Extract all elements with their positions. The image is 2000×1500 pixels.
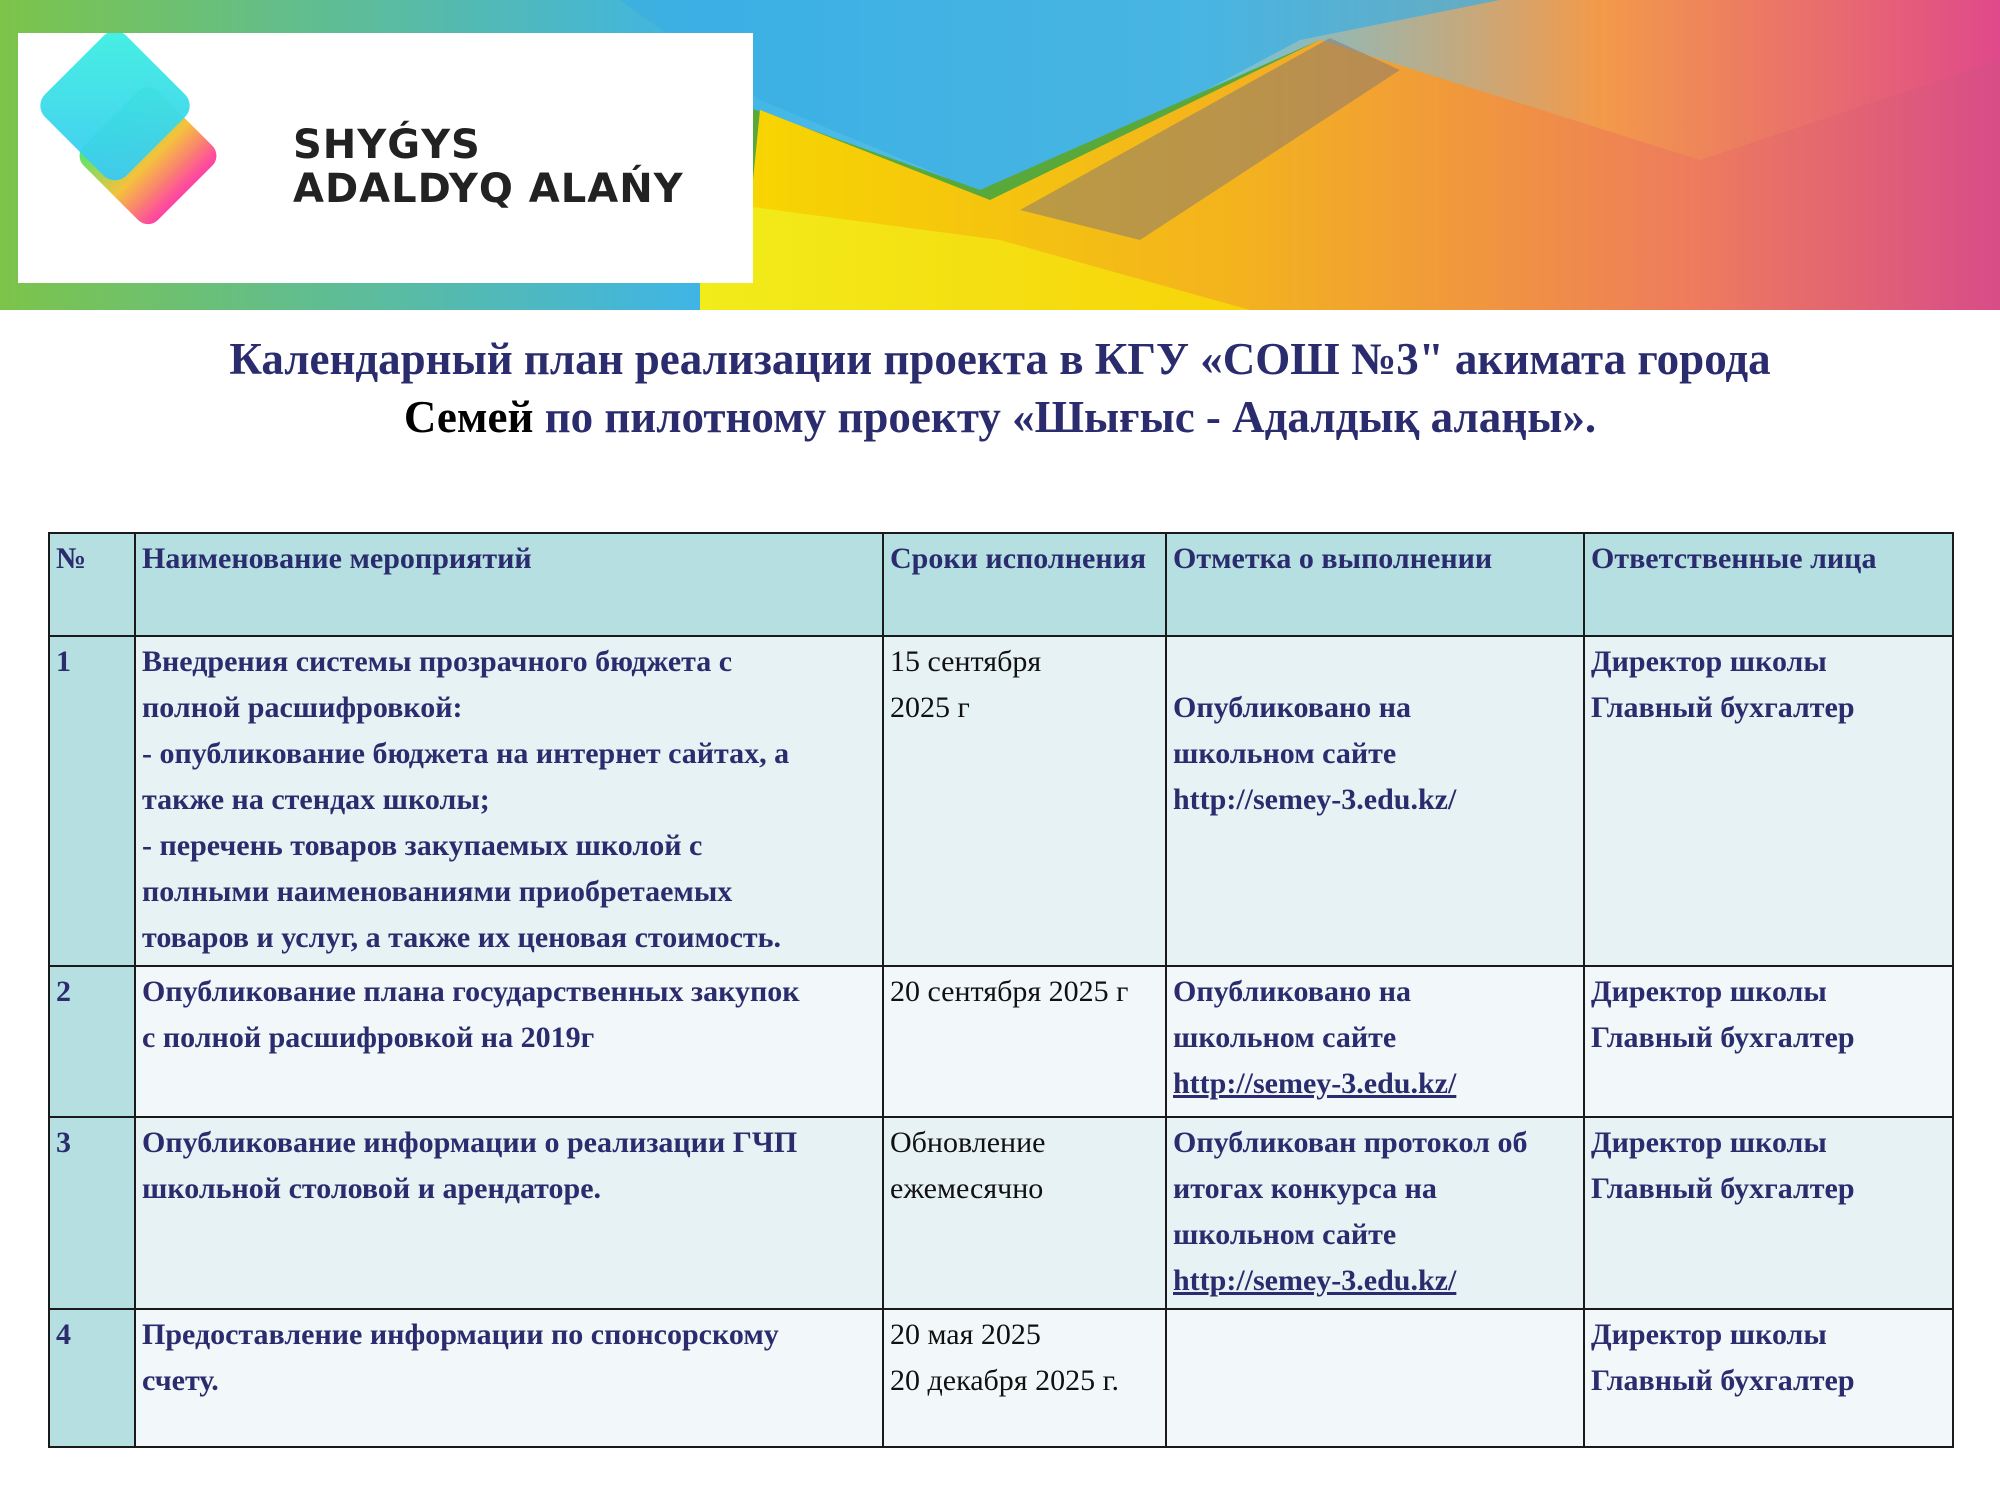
activity-line: также на стендах школы; [142, 783, 490, 816]
responsible-line: Главный бухгалтер [1591, 1364, 1855, 1397]
logo-wordmark [293, 123, 684, 211]
header-responsible: Ответственные лица [1584, 533, 1953, 636]
header-status: Отметка о выполнении [1166, 533, 1584, 636]
responsible-line: Директор школы [1591, 975, 1827, 1008]
deadline-line: 2025 г [890, 691, 970, 724]
deadline-line: 20 мая 2025 [890, 1318, 1041, 1351]
status-line: школьном сайте [1173, 737, 1397, 770]
row-status [1166, 636, 1584, 966]
header-activity: Наименование мероприятий [135, 533, 883, 636]
status-line: Опубликован протокол об [1173, 1126, 1528, 1159]
deadline-line: 15 сентября [890, 645, 1042, 678]
status-line: школьном сайте [1173, 1021, 1397, 1054]
responsible-line: Главный бухгалтер [1591, 1172, 1855, 1205]
page-title [0, 330, 2000, 446]
status-link[interactable]: http://semey-3.edu.kz/ [1173, 1264, 1457, 1297]
logo-line-1: SHYǴYS [293, 122, 481, 168]
responsible-line: Директор школы [1591, 1318, 1827, 1351]
row-responsible [1584, 1309, 1953, 1447]
header-number: № [49, 533, 135, 636]
activity-line: школьной столовой и арендаторе. [142, 1172, 602, 1205]
activity-line: - опубликование бюджета на интернет сайтах, а [142, 737, 790, 770]
activity-line: товаров и услуг, а также их ценовая стоимость. [142, 921, 781, 954]
logo-mark-icon [18, 33, 258, 243]
deadline-line: 20 сентября 2025 г [890, 975, 1129, 1008]
row-number: 2 [49, 966, 135, 1117]
status-line: школьном сайте [1173, 1218, 1397, 1251]
activity-line: Опубликование информации о реализации ГЧП [142, 1126, 798, 1159]
activity-line: полными наименованиями приобретаемых [142, 875, 733, 908]
row-status [1166, 1309, 1584, 1447]
header-banner [0, 0, 2000, 310]
logo-line-2: ADALDYQ ALAŃY [293, 166, 684, 212]
row-deadline [883, 966, 1166, 1117]
row-activity [135, 966, 883, 1117]
row-deadline [883, 636, 1166, 966]
row-status [1166, 1117, 1584, 1309]
responsible-line: Главный бухгалтер [1591, 691, 1855, 724]
responsible-line: Главный бухгалтер [1591, 1021, 1855, 1054]
row-activity [135, 1309, 883, 1447]
activity-line: счету. [142, 1364, 219, 1397]
table-header-row [49, 533, 1953, 636]
row-deadline [883, 1117, 1166, 1309]
row-activity [135, 636, 883, 966]
status-link[interactable]: http://semey-3.edu.kz/ [1173, 1067, 1457, 1100]
row-responsible [1584, 966, 1953, 1117]
row-status [1166, 966, 1584, 1117]
status-line: Опубликовано на [1173, 691, 1412, 724]
activity-line: Предоставление информации по спонсорскому [142, 1318, 779, 1351]
title-line-1: Календарный план реализации проекта в КГУ «СОШ №3" акимата города [229, 334, 1771, 384]
table-row [49, 1117, 1953, 1309]
status-line: итогах конкурса на [1173, 1172, 1437, 1205]
status-line: Опубликовано на [1173, 975, 1412, 1008]
title-line-2 [0, 388, 2000, 446]
row-number: 3 [49, 1117, 135, 1309]
table-row [49, 966, 1953, 1117]
activity-line: Опубликование плана государственных закупок [142, 975, 800, 1008]
status-spacer [1173, 639, 1577, 685]
row-responsible [1584, 636, 1953, 966]
responsible-line: Директор школы [1591, 1126, 1827, 1159]
responsible-line: Директор школы [1591, 645, 1827, 678]
logo-box [18, 33, 753, 283]
row-number: 4 [49, 1309, 135, 1447]
activity-line: полной расшифровкой: [142, 691, 463, 724]
row-deadline [883, 1309, 1166, 1447]
title-city: Семей [403, 392, 534, 442]
row-activity [135, 1117, 883, 1309]
row-responsible [1584, 1117, 1953, 1309]
deadline-line: 20 декабря 2025 г. [890, 1364, 1119, 1397]
table-row [49, 636, 1953, 966]
activity-line: с полной расшифровкой на 2019г [142, 1021, 595, 1054]
table-row [49, 1309, 1953, 1447]
activity-line: Внедрения системы прозрачного бюджета с [142, 645, 733, 678]
status-link[interactable]: http://semey-3.edu.kz/ [1173, 783, 1457, 816]
deadline-line: ежемесячно [890, 1172, 1044, 1205]
deadline-line: Обновление [890, 1126, 1046, 1159]
row-number: 1 [49, 636, 135, 966]
plan-table [48, 532, 1954, 1448]
header-deadline: Сроки исполнения [883, 533, 1166, 636]
activity-line: - перечень товаров закупаемых школой с [142, 829, 703, 862]
title-rest: по пилотному проекту «Шығыс - Адалдық алаңы». [533, 392, 1597, 442]
